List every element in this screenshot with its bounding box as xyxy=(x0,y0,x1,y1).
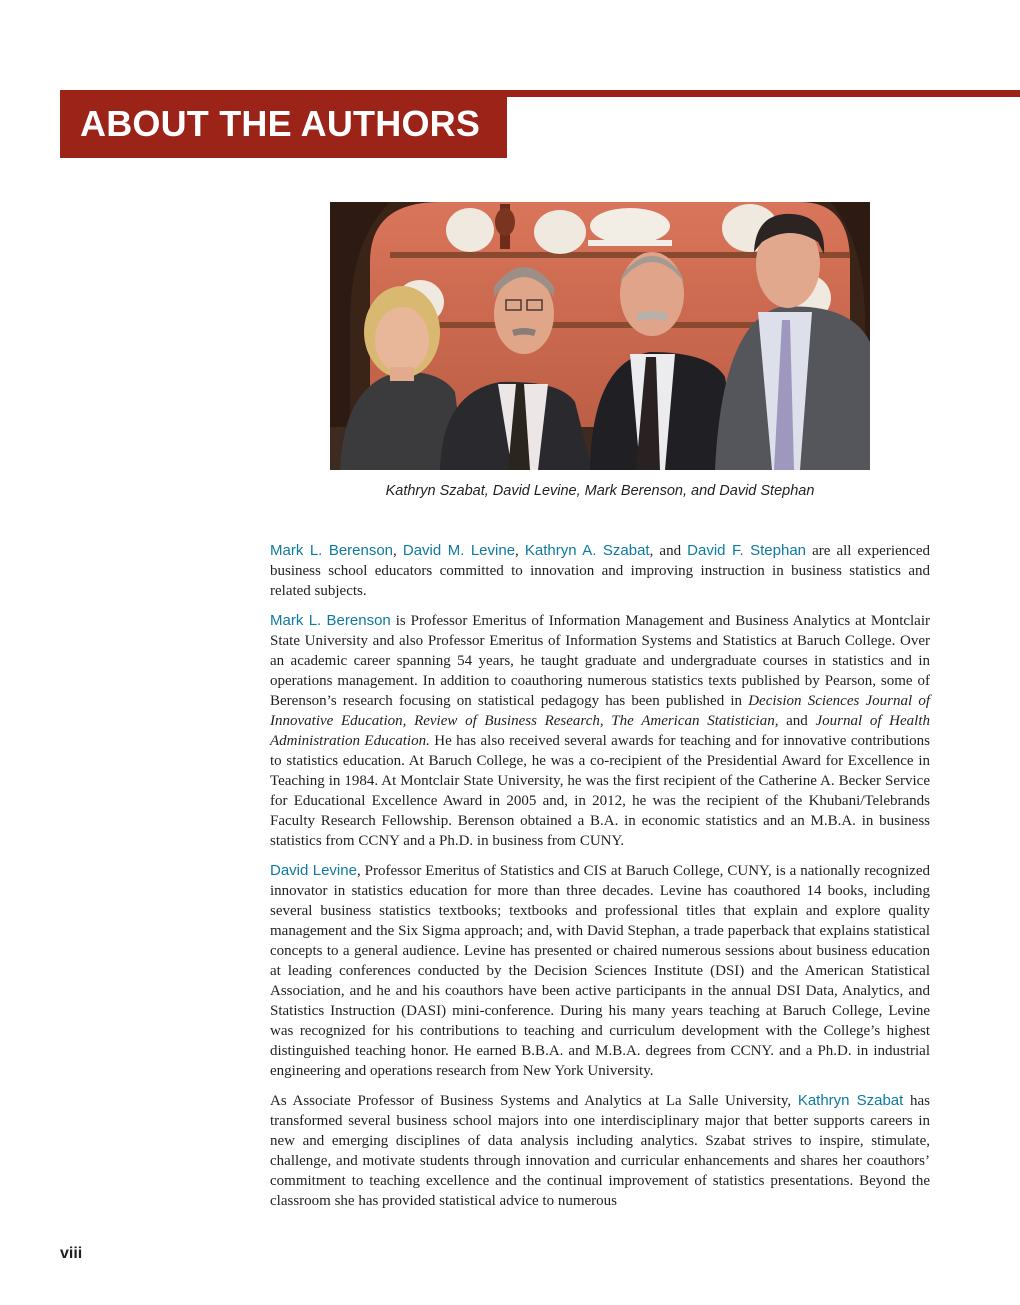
author-name-stephan: David F. Stephan xyxy=(687,542,807,559)
authors-bio-text xyxy=(270,541,930,1221)
intro-paragraph: Mark L. Berenson, David M. Levine, Kathryn A. Szabat, and David F. Stephan are all experienced business school educators committed to innovation and improving instruction in business statistics and related subjects. xyxy=(270,542,930,599)
page-title: ABOUT THE AUTHORS xyxy=(80,103,481,144)
header-rule xyxy=(507,90,1020,97)
section-header xyxy=(60,90,507,158)
bio-name-szabat: Kathryn Szabat xyxy=(797,1092,904,1109)
berenson-bio: Mark L. Berenson is Professor Emeritus of Information Management and Business Analytics at Montclair State University and also Professor Emeritus of Information Systems and Statistics at Baruch College. Over an academic career spanning 54 years, he taught graduate and undergraduate courses in statistics and in operations management. In addition to coauthoring numerous statistics texts published by Pearson, some of Berenson’s research focusing on statistical pedagogy has been published in Decision Sciences Journal of Innovative Education, Review of Business Research, The American Statistician, and Journal of Health Administration Education. He has also received several awards for teaching and for innovative contributions to statistics education. At Baruch College, he was a co-recipient of the Presidential Award for Excellence in Teaching in 1984. At Montclair State University, he was the first recipient of the Catherine A. Becker Service for Educational Excellence Award in 2005 and, in 2012, he was the recipient of the Khubani/Telebrands Faculty Research Fellowship. Berenson obtained a B.A. in economic statistics and an M.B.A. in business statistics from CCNY and a Ph.D. in business from CUNY. xyxy=(270,612,931,849)
journal-list: Decision Sciences Journal of Innovative Education, Review of Business Research, The American Statistician, xyxy=(270,693,930,729)
bio-name-levine: David Levine xyxy=(270,862,357,879)
authors-photo xyxy=(330,202,870,470)
author-name-berenson: Mark L. Berenson xyxy=(270,542,394,559)
author-name-szabat: Kathryn A. Szabat xyxy=(524,542,650,559)
journal-title: Journal of Health Administration Education. xyxy=(270,713,931,749)
photo-caption: Kathryn Szabat, David Levine, Mark Berenson, and David Stephan xyxy=(385,483,815,499)
szabat-bio: As Associate Professor of Business Systems and Analytics at La Salle University, Kathryn Szabat has transformed several business school majors into one interdisciplinary major that better supports careers in new and emerging disciplines of data analysis including analytics. Szabat strives to inspire, stimulate, challenge, and motivate students through innovation and curricular enhancements and shares her coauthors’ commitment to teaching excellence and the continual improvement of statistics presentations. Beyond the classroom she has provided statistical advice to numerous xyxy=(270,1092,930,1209)
page-number: viii xyxy=(60,1245,83,1262)
author-name-levine: David M. Levine xyxy=(402,542,516,559)
bio-name-berenson: Mark L. Berenson xyxy=(270,612,391,629)
levine-bio: David Levine, Professor Emeritus of Statistics and CIS at Baruch College, CUNY, is a nationally recognized innovator in statistics education for more than three decades. Levine has coauthored 14 books, including several business statistics textbooks; textbooks and professional titles that explain and explore quality management and the Six Sigma approach; and, with David Stephan, a trade paperback that explains statistical concepts to a general audience. Levine has presented or chaired numerous sessions about business education at leading conferences conducted by the Decision Sciences Institute (DSI) and the American Statistical Association, and he and his coauthors have been active participants in the annual DSI Data, Analytics, and Statistics Instruction (DASI) mini-conference. During his many years teaching at Baruch College, Levine was recognized for his contributions to teaching and curriculum development with the College’s highest distinguished teaching honor. He earned B.B.A. and M.B.A. degrees from CCNY. and a Ph.D. in industrial engineering and operations research from New York University. xyxy=(270,862,930,1079)
